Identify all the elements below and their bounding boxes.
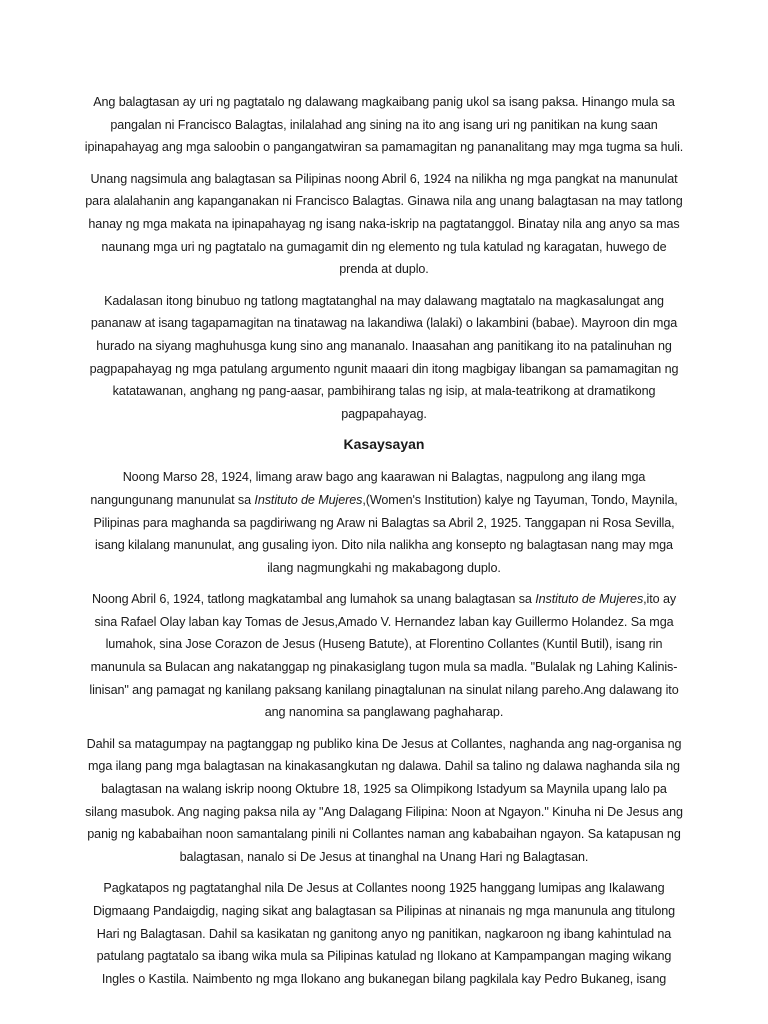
text-segment: ,(Women's Institution) kalye ng Tayuman, Tondo, Maynila, Pilipinas para maghanda sa pagdiriwang ng Araw ni Balagtas sa Abril 2, 1925. Tanggapan ni Rosa Sevilla, isang kilalang manunulat, ang gusaling iyon. Dito nila nalikha ang konsepto ng balagtasan nang may mga ilang nagmungkahi ng makabagong duplo. bbox=[93, 492, 678, 575]
text-segment: Noong Marso 28, 1924, limang araw bago ang kaarawan ni Balagtas, nagpulong ang ilang mga nangungunang manunulat sa bbox=[90, 470, 646, 507]
paragraph-structure: Kadalasan itong binubuo ng tatlong magtatanghal na may dalawang magtatalo na magkasalungat ang pananaw at isang tagapamagitan na tinatawag na lakandiwa (lalaki) o lakambini (babae). Mayroon din mga hurado na siyang maghuhusga kung sino ang mananalo. Inaasahan ang panitikang ito na patalinuhan ng pagpapahayag ng mga patulang argumento ngunit maaari din itong magbigay libangan sa pamamagitan ng katatawanan, anghang ng pang-aasar, pambihirang talas ng isip, at mala-teatrikong at dramatikong pagpapahayag. bbox=[89, 293, 679, 421]
text-segment: ,ito ay sina Rafael Olay laban kay Tomas de Jesus,Amado V. Hernandez laban kay Guillermo Holandez. Sa mga lumahok, sina Jose Corazon de Jesus (Huseng Batute), at Florentino Collantes (Kuntil Butil), isang rin manunula sa Bulacan ang nakatanggap ng pinakasiglang tugon mula sa madla. "Bulalak ng Lahing Kalinis-linisan" ang pamagat ng kanilang paksang kanilang pinagtalunan na sinulat nilang pareho.Ang dalawang ito ang nanomina sa panglawang paghaharap. bbox=[89, 592, 679, 720]
paragraph-history-4: Pagkatapos ng pagtatanghal nila De Jesus at Collantes noong 1925 hanggang lumipas ang Ikalawang Digmaang Pandaigdig, naging sikat ang balagtasan sa Pilipinas at ninanais ng mga manunula ang titulong Hari ng Balagtasan. Dahil sa kasikatan ng ganitong anyo ng panitikan, nagkaroon ng ibang kahintulad na patulang pagtatalo sa ibang wika mula sa Pilipinas katulad ng Ilokano at Kampampangan maging wikang Ingles o Kastila. Naimbento ng mga Ilokano ang bukanegan bilang pagkilala kay Pedro Bukaneg, isang bbox=[92, 881, 676, 986]
paragraph-intro: Ang balagtasan ay uri ng pagtatalo ng dalawang magkaibang panig ukol sa isang paksa. Hinango mula sa pangalan ni Francisco Balagtas, inilalahad ang sining na ito ang isang uri ng panitikan na kung saan ipinapahayag ang mga saloobin o pangangatwiran sa pamamagitan ng pananalitang may mga tugma sa huli. bbox=[84, 95, 684, 155]
paragraph-history-3: Dahil sa matagumpay na pagtanggap ng publiko kina De Jesus at Collantes, naghanda ang nag-organisa ng mga ilang pang mga balagtasan na kinakasangkutan ng dalawa. Dahil sa talino ng dalawa naghanda sila ng balagtasan na walang iskrip noong Oktubre 18, 1925 sa Olimpikong Istadyum sa Maynila upang lalo pa silang masubok. Ang naging paksa nila ay "Ang Dalagang Filipina: Noon at Ngayon." Kinuha ni De Jesus ang panig ng kababaihan noon samantalang pinili ni Collantes naman ang kababaihan ngayon. Sa katapusan ng balagtasan, nanalo si De Jesus at tinanghal na Unang Hari ng Balagtasan. bbox=[85, 736, 683, 864]
text-segment: Noong Abril 6, 1924, tatlong magkatambal ang lumahok sa unang balagtasan sa bbox=[91, 592, 536, 607]
document-body bbox=[84, 91, 684, 999]
paragraph-origin: Unang nagsimula ang balagtasan sa Pilipinas noong Abril 6, 1924 na nilikha ng mga pangkat na manunulat para alalahanin ang kapanganakan ni Francisco Balagtas. Ginawa nila ang unang balagtasan na may tatlong hanay ng mga makata na ipinapahayag ng isang naka-iskrip na pagtatanggol. Binatay nila ang anyo sa mas naunang mga uri ng pagtatalo na gumagamit din ng elemento ng tula katulad ng karagatan, huwego de prenda at duplo. bbox=[85, 171, 683, 277]
paragraph-history-2 bbox=[84, 588, 684, 724]
italic-institution-name: Instituto de Mujeres bbox=[535, 592, 644, 607]
section-heading: Kasaysayan bbox=[343, 436, 425, 453]
italic-institution-name: Instituto de Mujeres bbox=[254, 492, 363, 507]
paragraph-history-1 bbox=[84, 466, 684, 579]
